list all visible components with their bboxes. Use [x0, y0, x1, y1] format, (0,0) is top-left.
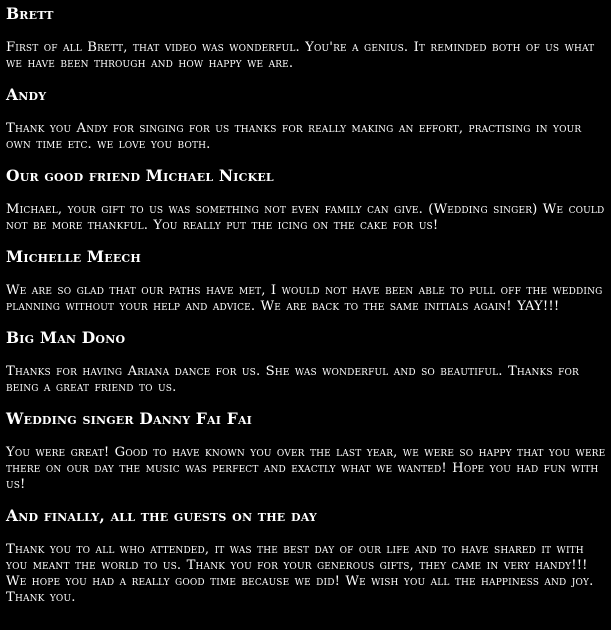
section-body: Thanks for having Ariana dance for us. She was wonderful and so beautiful. Thanks for being a great friend to us. [6, 364, 579, 395]
section-all-guests [6, 506, 606, 606]
section-michelle-meech [6, 247, 606, 315]
section-body: Thank you Andy for singing for us thanks for really making an effort, practising in your own time etc. we love you both. [6, 121, 582, 152]
section-heading: Our good friend Michael Nickel [6, 166, 274, 185]
section-body: Thank you to all who attended, it was the best day of our life and to have shared it with you meant the world to us. Thank you for your generous gifts, they came in very handy!!! We hope you had a really good time because we did! We wish you all the happiness and joy. Thank you. [6, 542, 594, 605]
section-heading: Brett [6, 4, 54, 23]
section-heading: Andy [6, 85, 47, 104]
section-heading: And finally, all the guests on the day [6, 506, 317, 525]
section-body: We are so glad that our paths have met, I would not have been able to pull off the wedding planning without your help and advice. We are back to the same initials again! YAY!!! [6, 283, 603, 314]
thank-you-page [6, 0, 606, 606]
section-body: First of all Brett, that video was wonderful. You're a genius. It reminded both of us what we have been through and how happy we are. [6, 40, 595, 71]
section-big-man-dono [6, 328, 606, 396]
section-heading: Michelle Meech [6, 247, 141, 266]
section-body: You were great! Good to have known you over the last year, we were so happy that you were there on our day the music was perfect and exactly what we wanted! Hope you had fun with us! [6, 445, 606, 492]
section-michael-nickel [6, 166, 606, 234]
section-andy [6, 85, 606, 153]
section-heading: Wedding singer Danny Fai Fai [6, 409, 253, 428]
section-heading: Big Man Dono [6, 328, 126, 347]
section-body: Michael, your gift to us was something not even family can give. (Wedding singer) We could not be more thankful. You really put the icing on the cake for us! [6, 202, 605, 233]
section-danny-fai-fai [6, 409, 606, 493]
section-brett [6, 4, 606, 72]
